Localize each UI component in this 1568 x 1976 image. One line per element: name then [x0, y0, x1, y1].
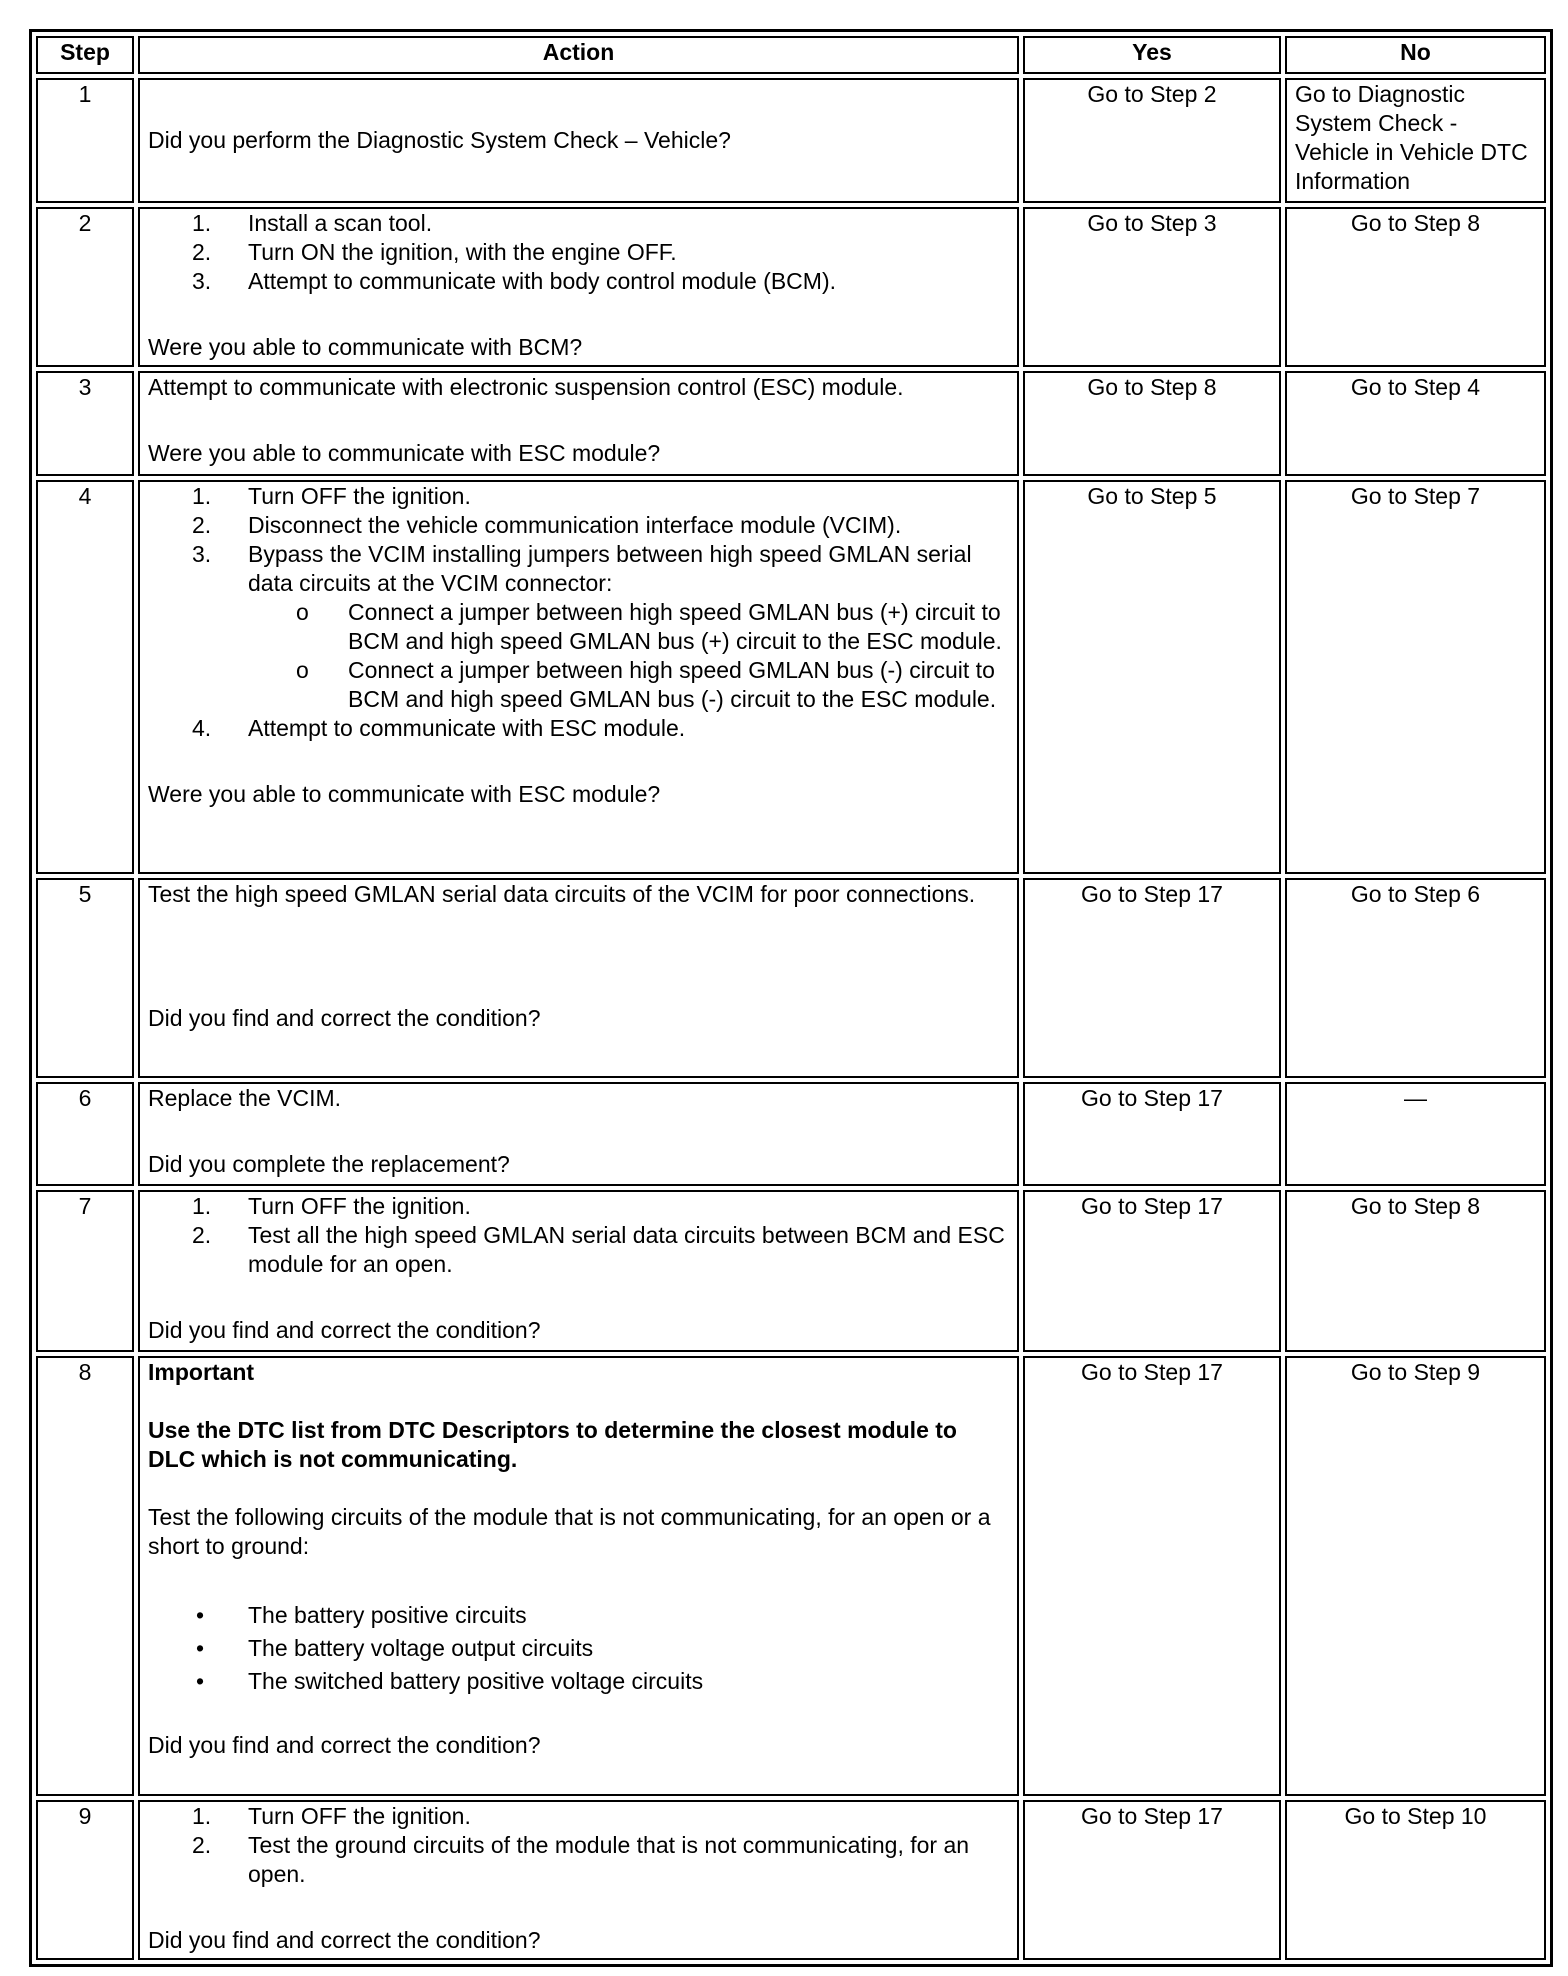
step-number: 8	[36, 1356, 134, 1796]
table-row	[36, 480, 1546, 874]
action-text: Test the high speed GMLAN serial data circuits of the VCIM for poor connections.	[148, 881, 976, 907]
step-number: 3	[36, 371, 134, 476]
action-cell	[138, 1082, 1019, 1186]
yes-cell: Go to Step 8	[1023, 371, 1281, 476]
numbered-item: 1. Install a scan tool.	[192, 210, 433, 236]
step-number: 5	[36, 878, 134, 1078]
bullet-item: • The battery voltage output circuits	[196, 1635, 594, 1661]
numbered-item: 1. Turn OFF the ignition.	[192, 1193, 471, 1219]
table-row	[36, 371, 1546, 476]
important-text: Use the DTC list from DTC Descriptors to determine the closest module to DLC which is not communicating.	[148, 1417, 957, 1472]
numbered-item: 1. Turn OFF the ignition.	[192, 483, 471, 509]
yes-cell: Go to Step 2	[1023, 78, 1281, 203]
action-question: Did you perform the Diagnostic System Check – Vehicle?	[148, 127, 731, 153]
diagnostic-table-sheet	[29, 29, 1539, 1967]
action-question: Did you find and correct the condition?	[148, 1927, 541, 1953]
yes-cell: Go to Step 17	[1023, 1190, 1281, 1352]
action-cell	[138, 371, 1019, 476]
step-number: 9	[36, 1800, 134, 1960]
yes-cell: Go to Step 3	[1023, 207, 1281, 367]
yes-cell: Go to Step 17	[1023, 1800, 1281, 1960]
action-question: Were you able to communicate with BCM?	[148, 334, 583, 360]
action-cell	[138, 1356, 1019, 1796]
no-cell: Go to Step 8	[1285, 207, 1546, 367]
action-cell	[138, 1800, 1019, 1960]
bullet-item: • The switched battery positive voltage circuits	[196, 1668, 704, 1694]
yes-cell: Go to Step 17	[1023, 1356, 1281, 1796]
header-yes: Yes	[1023, 36, 1281, 74]
table-row	[36, 1356, 1546, 1796]
header-step: Step	[36, 36, 134, 74]
step-number: 6	[36, 1082, 134, 1186]
no-cell: Go to Step 10	[1285, 1800, 1546, 1960]
no-cell: Go to Step 6	[1285, 878, 1546, 1078]
bullet-item: • The battery positive circuits	[196, 1602, 527, 1628]
numbered-item: 2. Disconnect the vehicle communication interface module (VCIM).	[192, 512, 902, 538]
sub-list-item: o Connect a jumper between high speed GMLAN bus (-) circuit to BCM and high speed GMLAN bus (-) circuit to the ESC module.	[296, 657, 997, 712]
action-cell	[138, 207, 1019, 367]
action-cell	[138, 480, 1019, 874]
step-number: 7	[36, 1190, 134, 1352]
sub-list-item: o Connect a jumper between high speed GMLAN bus (+) circuit to BCM and high speed GMLAN bus (+) circuit to the ESC module.	[296, 599, 1002, 654]
action-text: Test the following circuits of the module that is not communicating, for an open or a short to ground:	[148, 1504, 991, 1559]
numbered-item: 1. Turn OFF the ignition.	[192, 1803, 471, 1829]
no-cell: Go to Step 8	[1285, 1190, 1546, 1352]
table-row	[36, 878, 1546, 1078]
important-heading: Important	[148, 1359, 255, 1385]
numbered-item: 3. Bypass the VCIM installing jumpers between high speed GMLAN serial data circuits at the VCIM connector:	[192, 541, 972, 596]
numbered-item: 2. Test all the high speed GMLAN serial data circuits between BCM and ESC module for an open.	[192, 1222, 1005, 1277]
header-row	[36, 36, 1546, 74]
table-row	[36, 1800, 1546, 1960]
step-number: 2	[36, 207, 134, 367]
yes-cell: Go to Step 17	[1023, 878, 1281, 1078]
action-cell	[138, 1190, 1019, 1352]
no-cell: Go to Step 7	[1285, 480, 1546, 874]
table-row	[36, 78, 1546, 203]
action-question: Were you able to communicate with ESC module?	[148, 440, 661, 466]
action-question: Did you complete the replacement?	[148, 1151, 510, 1177]
action-text: Attempt to communicate with electronic suspension control (ESC) module.	[148, 374, 904, 400]
action-question: Did you find and correct the condition?	[148, 1005, 541, 1031]
step-number: 1	[36, 78, 134, 203]
numbered-item: 4. Attempt to communicate with ESC module.	[192, 715, 686, 741]
numbered-item: 3. Attempt to communicate with body control module (BCM).	[192, 268, 837, 294]
yes-cell: Go to Step 5	[1023, 480, 1281, 874]
action-question: Did you find and correct the condition?	[148, 1732, 541, 1758]
action-cell	[138, 878, 1019, 1078]
numbered-item: 2. Test the ground circuits of the module that is not communicating, for an open.	[192, 1832, 970, 1887]
no-cell: Go to Step 4	[1285, 371, 1546, 476]
no-cell: Go to Step 9	[1285, 1356, 1546, 1796]
action-question: Were you able to communicate with ESC module?	[148, 781, 661, 807]
table-row	[36, 207, 1546, 367]
table-row	[36, 1082, 1546, 1186]
yes-cell: Go to Step 17	[1023, 1082, 1281, 1186]
header-action: Action	[138, 36, 1019, 74]
action-text: Replace the VCIM.	[148, 1085, 342, 1111]
action-cell	[138, 78, 1019, 203]
no-cell: —	[1285, 1082, 1546, 1186]
no-cell: Go to Diagnostic System Check - Vehicle in Vehicle DTC Information	[1285, 78, 1546, 203]
step-number: 4	[36, 480, 134, 874]
diagnostic-table	[29, 29, 1553, 1967]
table-row	[36, 1190, 1546, 1352]
numbered-item: 2. Turn ON the ignition, with the engine OFF.	[192, 239, 677, 265]
header-no: No	[1285, 36, 1546, 74]
action-question: Did you find and correct the condition?	[148, 1317, 541, 1343]
